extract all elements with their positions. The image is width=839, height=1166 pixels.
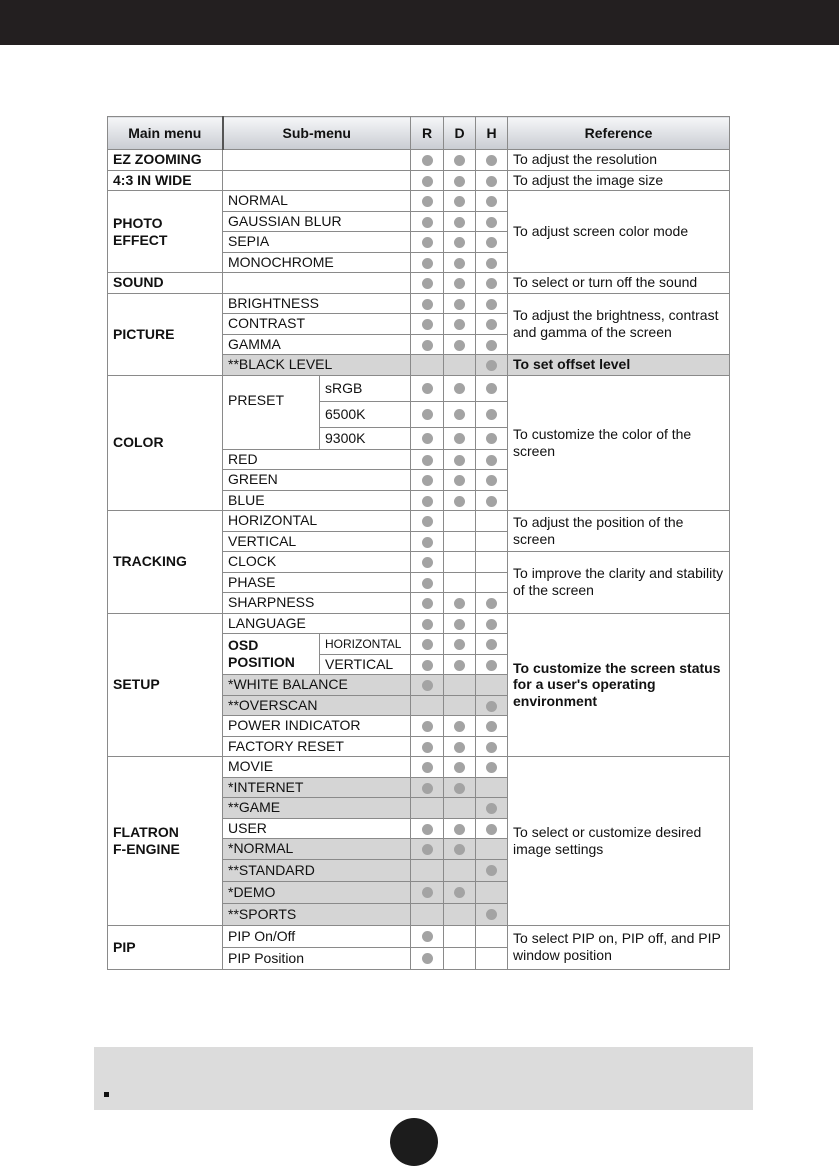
d-cell <box>444 490 476 511</box>
bullet-icon <box>486 319 497 330</box>
sub-red: RED <box>223 449 411 470</box>
preset-9300k: 9300K <box>320 427 411 449</box>
r-cell <box>411 511 444 532</box>
d-cell <box>444 401 476 427</box>
h-cell <box>476 947 508 969</box>
bullet-icon <box>454 455 465 466</box>
h-cell <box>476 572 508 593</box>
d-cell <box>444 839 476 860</box>
r-cell <box>411 232 444 253</box>
r-cell <box>411 191 444 212</box>
sub-osd-position: OSD POSITION <box>223 634 320 675</box>
sub-black-level: **BLACK LEVEL <box>223 355 411 376</box>
bullet-icon <box>454 196 465 207</box>
bullet-icon <box>454 176 465 187</box>
d-cell <box>444 211 476 232</box>
r-cell <box>411 572 444 593</box>
h-cell <box>476 334 508 355</box>
r-cell <box>411 925 444 947</box>
r-cell <box>411 375 444 401</box>
main-tracking: TRACKING <box>108 511 223 614</box>
bullet-icon <box>422 196 433 207</box>
bullet-icon <box>454 155 465 166</box>
bullet-icon <box>454 619 465 630</box>
r-cell <box>411 552 444 573</box>
bullet-icon <box>454 598 465 609</box>
main-flatron-f-engine: FLATRON F-ENGINE <box>108 757 223 926</box>
osd-vertical: VERTICAL <box>320 654 411 675</box>
h-cell <box>476 777 508 798</box>
main-pip: PIP <box>108 925 223 969</box>
bullet-icon <box>486 258 497 269</box>
h-cell <box>476 314 508 335</box>
r-cell <box>411 736 444 757</box>
h-cell <box>476 531 508 552</box>
bullet-icon <box>422 680 433 691</box>
r-cell <box>411 252 444 273</box>
bullet-icon <box>486 360 497 371</box>
bullet-icon <box>422 598 433 609</box>
h-cell <box>476 552 508 573</box>
d-cell <box>444 925 476 947</box>
header-sub-menu: Sub-menu <box>223 117 411 150</box>
d-cell <box>444 634 476 655</box>
bullet-icon <box>454 319 465 330</box>
bullet-icon <box>454 496 465 507</box>
sub-movie: MOVIE <box>223 757 411 778</box>
sub-phase: PHASE <box>223 572 411 593</box>
bullet-icon <box>422 619 433 630</box>
bullet-icon <box>422 496 433 507</box>
d-cell <box>444 903 476 925</box>
sub-normal: NORMAL <box>223 191 411 212</box>
h-cell <box>476 593 508 614</box>
r-cell <box>411 170 444 191</box>
d-cell <box>444 818 476 839</box>
table-row <box>108 273 730 294</box>
r-cell <box>411 355 444 376</box>
bullet-icon <box>454 340 465 351</box>
bullet-icon <box>422 783 433 794</box>
sub-demo: *DEMO <box>223 881 411 903</box>
r-cell <box>411 947 444 969</box>
bullet-icon <box>422 258 433 269</box>
d-cell <box>444 859 476 881</box>
h-cell <box>476 654 508 675</box>
table-row <box>108 170 730 191</box>
sub-empty <box>223 170 411 191</box>
h-cell <box>476 170 508 191</box>
r-cell <box>411 695 444 716</box>
d-cell <box>444 449 476 470</box>
d-cell <box>444 273 476 294</box>
bullet-icon <box>422 433 433 444</box>
h-cell <box>476 401 508 427</box>
bullet-icon <box>422 844 433 855</box>
sub-sharpness: SHARPNESS <box>223 593 411 614</box>
sub-pip-position: PIP Position <box>223 947 411 969</box>
main-ez-zooming: EZ ZOOMING <box>108 150 223 171</box>
d-cell <box>444 716 476 737</box>
r-cell <box>411 818 444 839</box>
bullet-icon <box>486 803 497 814</box>
r-cell <box>411 777 444 798</box>
main-picture: PICTURE <box>108 293 223 375</box>
sub-preset: PRESET <box>223 375 320 449</box>
square-bullet-icon <box>104 1092 109 1097</box>
sub-user: USER <box>223 818 411 839</box>
h-cell <box>476 925 508 947</box>
d-cell <box>444 170 476 191</box>
bullet-icon <box>422 660 433 671</box>
sub-language: LANGUAGE <box>223 613 411 634</box>
table-header-row <box>108 117 730 150</box>
h-cell <box>476 355 508 376</box>
r-cell <box>411 449 444 470</box>
bullet-icon <box>422 557 433 568</box>
r-cell <box>411 211 444 232</box>
table-row <box>108 511 730 532</box>
d-cell <box>444 232 476 253</box>
preset-6500k: 6500K <box>320 401 411 427</box>
sub-brightness: BRIGHTNESS <box>223 293 411 314</box>
bullet-icon <box>486 176 497 187</box>
bullet-icon <box>422 639 433 650</box>
d-cell <box>444 798 476 819</box>
bullet-icon <box>486 155 497 166</box>
bullet-icon <box>454 742 465 753</box>
h-cell <box>476 150 508 171</box>
bullet-icon <box>422 319 433 330</box>
h-cell <box>476 634 508 655</box>
bullet-icon <box>422 278 433 289</box>
bullet-icon <box>486 409 497 420</box>
bullet-icon <box>422 155 433 166</box>
r-cell <box>411 903 444 925</box>
bullet-icon <box>422 455 433 466</box>
table-row <box>108 757 730 778</box>
osd-horizontal: HORIZONTAL <box>320 634 411 655</box>
ref-pip: To select PIP on, PIP off, and PIP window position <box>508 925 730 969</box>
sub-normal-mode: *NORMAL <box>223 839 411 860</box>
r-cell <box>411 675 444 696</box>
d-cell <box>444 293 476 314</box>
d-cell <box>444 757 476 778</box>
sub-empty <box>223 273 411 294</box>
r-cell <box>411 716 444 737</box>
bullet-icon <box>422 383 433 394</box>
r-cell <box>411 470 444 491</box>
sub-vertical: VERTICAL <box>223 531 411 552</box>
sub-blue: BLUE <box>223 490 411 511</box>
d-cell <box>444 695 476 716</box>
h-cell <box>476 736 508 757</box>
h-cell <box>476 818 508 839</box>
h-cell <box>476 470 508 491</box>
bullet-icon <box>454 258 465 269</box>
r-cell <box>411 314 444 335</box>
bullet-icon <box>422 953 433 964</box>
bullet-icon <box>422 340 433 351</box>
sub-horizontal: HORIZONTAL <box>223 511 411 532</box>
d-cell <box>444 654 476 675</box>
r-cell <box>411 798 444 819</box>
bullet-icon <box>454 762 465 773</box>
r-cell <box>411 427 444 449</box>
bullet-icon <box>486 340 497 351</box>
bullet-icon <box>486 237 497 248</box>
bullet-icon <box>486 217 497 228</box>
table-row <box>108 375 730 401</box>
h-cell <box>476 273 508 294</box>
bullet-icon <box>422 237 433 248</box>
r-cell <box>411 593 444 614</box>
h-cell <box>476 375 508 401</box>
osd-menu-table <box>107 116 730 970</box>
bullet-icon <box>422 409 433 420</box>
r-cell <box>411 654 444 675</box>
h-cell <box>476 716 508 737</box>
header-reference: Reference <box>508 117 730 150</box>
h-cell <box>476 293 508 314</box>
r-cell <box>411 531 444 552</box>
bullet-icon <box>486 742 497 753</box>
ref-tracking-clarity: To improve the clarity and stability of the screen <box>508 552 730 614</box>
sub-power-indicator: POWER INDICATOR <box>223 716 411 737</box>
bullet-icon <box>486 299 497 310</box>
bullet-icon <box>454 824 465 835</box>
d-cell <box>444 736 476 757</box>
bullet-icon <box>422 176 433 187</box>
d-cell <box>444 150 476 171</box>
table-row <box>108 293 730 314</box>
d-cell <box>444 470 476 491</box>
bullet-icon <box>486 455 497 466</box>
bullet-icon <box>486 639 497 650</box>
ref-4-3-wide: To adjust the image size <box>508 170 730 191</box>
r-cell <box>411 757 444 778</box>
main-4-3-wide: 4:3 IN WIDE <box>108 170 223 191</box>
ref-sound: To select or turn off the sound <box>508 273 730 294</box>
bullet-icon <box>422 217 433 228</box>
bullet-icon <box>486 701 497 712</box>
bullet-icon <box>486 496 497 507</box>
bullet-icon <box>486 475 497 486</box>
header-r: R <box>411 117 444 150</box>
d-cell <box>444 613 476 634</box>
d-cell <box>444 881 476 903</box>
main-color: COLOR <box>108 375 223 511</box>
bullet-icon <box>422 537 433 548</box>
h-cell <box>476 695 508 716</box>
d-cell <box>444 552 476 573</box>
r-cell <box>411 273 444 294</box>
bullet-icon <box>454 639 465 650</box>
bullet-icon <box>454 409 465 420</box>
table-row <box>108 150 730 171</box>
h-cell <box>476 449 508 470</box>
h-cell <box>476 798 508 819</box>
bullet-icon <box>486 598 497 609</box>
sub-clock: CLOCK <box>223 552 411 573</box>
h-cell <box>476 511 508 532</box>
bullet-icon <box>454 299 465 310</box>
r-cell <box>411 334 444 355</box>
d-cell <box>444 675 476 696</box>
r-cell <box>411 401 444 427</box>
r-cell <box>411 859 444 881</box>
sub-pip-on-off: PIP On/Off <box>223 925 411 947</box>
sub-sports: **SPORTS <box>223 903 411 925</box>
ref-picture: To adjust the brightness, contrast and gamma of the screen <box>508 293 730 355</box>
h-cell <box>476 903 508 925</box>
table-row <box>108 191 730 212</box>
bullet-icon <box>486 433 497 444</box>
bullet-icon <box>454 278 465 289</box>
bullet-icon <box>454 660 465 671</box>
h-cell <box>476 859 508 881</box>
ref-setup: To customize the screen status for a user's operating environment <box>508 613 730 757</box>
r-cell <box>411 293 444 314</box>
h-cell <box>476 232 508 253</box>
r-cell <box>411 490 444 511</box>
table-row <box>108 925 730 947</box>
bullet-icon <box>486 383 497 394</box>
main-photo-effect: PHOTO EFFECT <box>108 191 223 273</box>
main-sound: SOUND <box>108 273 223 294</box>
preset-srgb: sRGB <box>320 375 411 401</box>
bullet-icon <box>422 299 433 310</box>
r-cell <box>411 881 444 903</box>
h-cell <box>476 252 508 273</box>
bullet-icon <box>454 887 465 898</box>
sub-green: GREEN <box>223 470 411 491</box>
ref-flatron: To select or customize desired image settings <box>508 757 730 926</box>
r-cell <box>411 839 444 860</box>
header-main-menu: Main menu <box>108 117 223 150</box>
d-cell <box>444 947 476 969</box>
bullet-icon <box>486 762 497 773</box>
sub-empty <box>223 150 411 171</box>
header-h: H <box>476 117 508 150</box>
main-setup: SETUP <box>108 613 223 757</box>
d-cell <box>444 427 476 449</box>
h-cell <box>476 757 508 778</box>
d-cell <box>444 355 476 376</box>
h-cell <box>476 490 508 511</box>
r-cell <box>411 634 444 655</box>
note-box <box>94 1047 753 1110</box>
table-row <box>108 613 730 634</box>
h-cell <box>476 613 508 634</box>
d-cell <box>444 191 476 212</box>
bullet-icon <box>422 824 433 835</box>
bullet-icon <box>486 278 497 289</box>
sub-white-balance: *WHITE BALANCE <box>223 675 411 696</box>
bullet-icon <box>486 196 497 207</box>
d-cell <box>444 777 476 798</box>
bullet-icon <box>454 217 465 228</box>
d-cell <box>444 375 476 401</box>
bullet-icon <box>486 660 497 671</box>
bullet-icon <box>422 931 433 942</box>
header-d: D <box>444 117 476 150</box>
sub-sepia: SEPIA <box>223 232 411 253</box>
bullet-icon <box>454 844 465 855</box>
d-cell <box>444 252 476 273</box>
bullet-icon <box>454 721 465 732</box>
bullet-icon <box>422 887 433 898</box>
ref-ez-zooming: To adjust the resolution <box>508 150 730 171</box>
h-cell <box>476 191 508 212</box>
d-cell <box>444 531 476 552</box>
bullet-icon <box>422 516 433 527</box>
bullet-icon <box>422 578 433 589</box>
bullet-icon <box>454 433 465 444</box>
bullet-icon <box>422 475 433 486</box>
bullet-icon <box>422 742 433 753</box>
bullet-icon <box>422 721 433 732</box>
h-cell <box>476 675 508 696</box>
ref-tracking-position: To adjust the position of the screen <box>508 511 730 552</box>
bullet-icon <box>486 721 497 732</box>
sub-standard: **STANDARD <box>223 859 411 881</box>
bullet-icon <box>454 475 465 486</box>
d-cell <box>444 593 476 614</box>
bullet-icon <box>486 619 497 630</box>
h-cell <box>476 839 508 860</box>
sub-overscan: **OVERSCAN <box>223 695 411 716</box>
top-header-bar <box>0 0 839 45</box>
sub-factory-reset: FACTORY RESET <box>223 736 411 757</box>
sub-internet: *INTERNET <box>223 777 411 798</box>
h-cell <box>476 211 508 232</box>
bullet-icon <box>486 824 497 835</box>
h-cell <box>476 881 508 903</box>
page-number-circle <box>390 1118 438 1166</box>
sub-gaussian-blur: GAUSSIAN BLUR <box>223 211 411 232</box>
bullet-icon <box>454 383 465 394</box>
ref-black-level: To set offset level <box>508 355 730 376</box>
bullet-icon <box>422 762 433 773</box>
d-cell <box>444 334 476 355</box>
d-cell <box>444 572 476 593</box>
sub-game: **GAME <box>223 798 411 819</box>
r-cell <box>411 150 444 171</box>
ref-color: To customize the color of the screen <box>508 375 730 511</box>
sub-gamma: GAMMA <box>223 334 411 355</box>
bullet-icon <box>454 237 465 248</box>
sub-contrast: CONTRAST <box>223 314 411 335</box>
r-cell <box>411 613 444 634</box>
h-cell <box>476 427 508 449</box>
bullet-icon <box>454 783 465 794</box>
bullet-icon <box>486 909 497 920</box>
sub-monochrome: MONOCHROME <box>223 252 411 273</box>
ref-photo-effect: To adjust screen color mode <box>508 191 730 273</box>
bullet-icon <box>486 865 497 876</box>
d-cell <box>444 314 476 335</box>
d-cell <box>444 511 476 532</box>
